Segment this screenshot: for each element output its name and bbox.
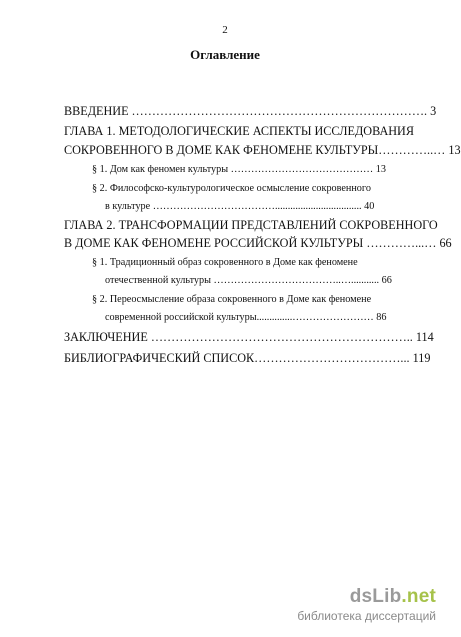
toc-title: Оглавление <box>190 47 260 62</box>
toc-entry-ch2-sec2-cont: современной российской культуры..............…………………… 86 <box>105 312 387 323</box>
toc-entry-ch1-sec1: § 1. Дом как феномен культуры …………………………………… 13 <box>92 164 386 175</box>
watermark-logo-main: dsLib <box>349 586 402 607</box>
toc-entry-chapter-1-cont: СОКРОВЕННОГО В ДОМЕ КАК ФЕНОМЕНЕ КУЛЬТУРЫ…………..… 13 <box>64 143 461 157</box>
watermark[interactable] <box>297 586 436 623</box>
watermark-subtitle: библиотека диссертаций <box>297 609 436 623</box>
toc-entry-ch2-sec1: § 1. Традиционный образ сокровенного в Доме как феномене <box>92 257 358 268</box>
toc-entry-ch1-sec2-cont: в культуре ……………………………….................................. 40 <box>105 201 375 212</box>
toc-entry-chapter-2: ГЛАВА 2. ТРАНСФОРМАЦИИ ПРЕДСТАВЛЕНИЙ СОКРОВЕННОГО <box>64 218 438 232</box>
watermark-logo[interactable] <box>297 586 436 608</box>
watermark-logo-tld: .net <box>401 586 436 607</box>
toc-entry-ch2-sec1-cont: отечественной культуры ………………………………..…........... 66 <box>105 275 392 286</box>
toc-entry-ch2-sec2: § 2. Переосмысление образа сокровенного в Доме как феномене <box>92 294 372 305</box>
toc-entry-introduction: ВВЕДЕНИЕ ………………………………………………………………. 3 <box>64 104 437 118</box>
toc-entry-bibliography: БИБЛИОГРАФИЧЕСКИЙ СПИСОК………………………………... 119 <box>64 351 431 365</box>
toc-entry-conclusion: ЗАКЛЮЧЕНИЕ ……………………………………………………….. 114 <box>64 330 434 344</box>
toc-entry-chapter-1: ГЛАВА 1. МЕТОДОЛОГИЧЕСКИЕ АСПЕКТЫ ИССЛЕДОВАНИЯ <box>64 124 414 138</box>
page-number: 2 <box>222 24 228 36</box>
toc-entry-chapter-2-cont: В ДОМЕ КАК ФЕНОМЕНЕ РОССИЙСКОЙ КУЛЬТУРЫ …………...… 66 <box>64 236 452 250</box>
toc-entry-ch1-sec2: § 2. Философско-культурологическое осмысление сокровенного <box>92 183 371 194</box>
